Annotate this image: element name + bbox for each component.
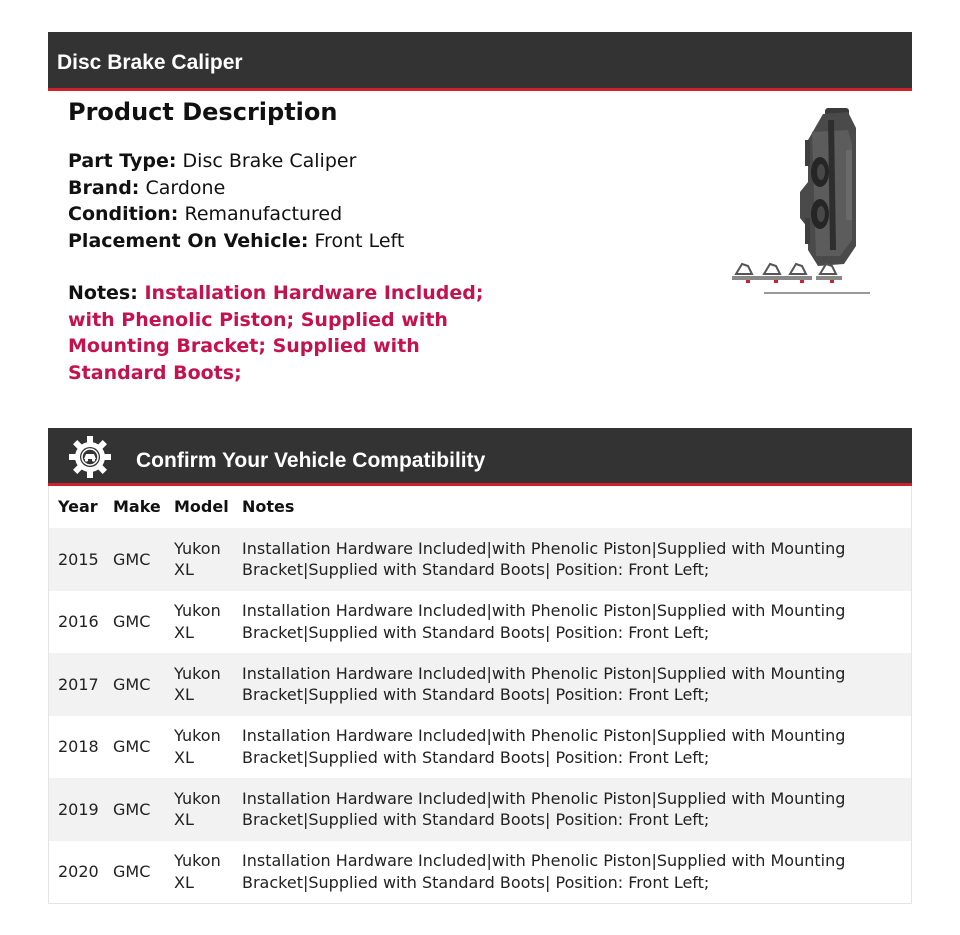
- spec-label: Part Type:: [68, 150, 177, 172]
- cell-year: 2015: [58, 549, 99, 569]
- cell-year: 2020: [58, 862, 99, 881]
- cell-notes: Installation Hardware Included|with Phenolic Piston|Supplied with Mounting Bracket|Supplied with Standard Boots| Position: Front Left;: [242, 601, 846, 642]
- description-heading: Product Description: [68, 98, 338, 126]
- cell-make: GMC: [113, 612, 151, 631]
- cell-year: 2016: [58, 612, 99, 631]
- cell-year: 2017: [58, 674, 99, 694]
- cell-notes: Installation Hardware Included|with Phenolic Piston|Supplied with Mounting Bracket|Supplied with Standard Boots| Position: Front Left;: [242, 851, 846, 892]
- cell-model: Yukon XL: [174, 788, 221, 830]
- cell-notes: Installation Hardware Included|with Phenolic Piston|Supplied with Mounting Bracket|Supplied with Standard Boots| Position: Front Left;: [242, 788, 846, 830]
- table-row: [49, 841, 911, 904]
- compatibility-title: Confirm Your Vehicle Compatibility: [136, 449, 486, 472]
- spec-part-type: [68, 148, 488, 175]
- spec-label: Brand:: [68, 176, 140, 199]
- cell-model: Yukon XL: [174, 601, 221, 642]
- cell-model: Yukon XL: [174, 538, 221, 580]
- table-header-row: [49, 486, 911, 528]
- spec-brand: [68, 175, 488, 202]
- compatibility-header: [48, 428, 912, 486]
- table-row: [49, 591, 911, 654]
- spec-list: [68, 148, 488, 254]
- cell-notes: Installation Hardware Included|with Phenolic Piston|Supplied with Mounting Bracket|Supplied with Standard Boots| Position: Front Left;: [242, 663, 846, 705]
- column-header-notes: Notes: [242, 497, 295, 517]
- column-header-year: Year: [58, 497, 98, 517]
- spec-label: Placement On Vehicle:: [68, 229, 309, 252]
- cell-model: Yukon XL: [174, 663, 221, 705]
- spec-condition: [68, 201, 488, 228]
- spec-label: Condition:: [68, 203, 179, 225]
- table-row: [49, 653, 911, 716]
- cell-make: GMC: [113, 674, 151, 694]
- cell-notes: Installation Hardware Included|with Phenolic Piston|Supplied with Mounting Bracket|Supplied with Standard Boots| Position: Front Left;: [242, 726, 846, 767]
- cell-make: GMC: [113, 862, 151, 881]
- cell-make: GMC: [113, 799, 151, 819]
- spec-value: Remanufactured: [184, 203, 343, 225]
- spec-value: Disc Brake Caliper: [182, 150, 357, 172]
- table-row: [49, 716, 911, 779]
- cell-model: Yukon XL: [174, 726, 221, 767]
- column-header-make: Make: [113, 497, 161, 517]
- notes-text: Installation Hardware Included; with Phenolic Piston; Supplied with Mounting Bracket; Supplied with Standard Boots;: [68, 282, 484, 384]
- compatibility-table: [48, 486, 912, 904]
- product-description: [68, 96, 488, 386]
- table-row: [49, 778, 911, 841]
- cell-model: Yukon XL: [174, 851, 221, 892]
- gear-car-icon: [68, 435, 112, 479]
- cell-make: GMC: [113, 549, 151, 569]
- spec-value: Cardone: [145, 176, 226, 199]
- cell-year: 2018: [58, 737, 99, 756]
- cell-make: GMC: [113, 737, 151, 756]
- brake-caliper-image: [728, 100, 878, 300]
- notes-label: Notes:: [68, 282, 138, 304]
- table-row: [49, 528, 911, 591]
- cell-year: 2019: [58, 799, 99, 819]
- product-title: Disc Brake Caliper: [57, 51, 243, 74]
- spec-value: Front Left: [314, 229, 405, 252]
- cell-notes: Installation Hardware Included|with Phenolic Piston|Supplied with Mounting Bracket|Supplied with Standard Boots| Position: Front Left;: [242, 538, 846, 580]
- spec-placement: [68, 228, 488, 255]
- product-notes: [68, 280, 488, 386]
- column-header-model: Model: [174, 497, 229, 517]
- product-title-bar: [48, 32, 912, 91]
